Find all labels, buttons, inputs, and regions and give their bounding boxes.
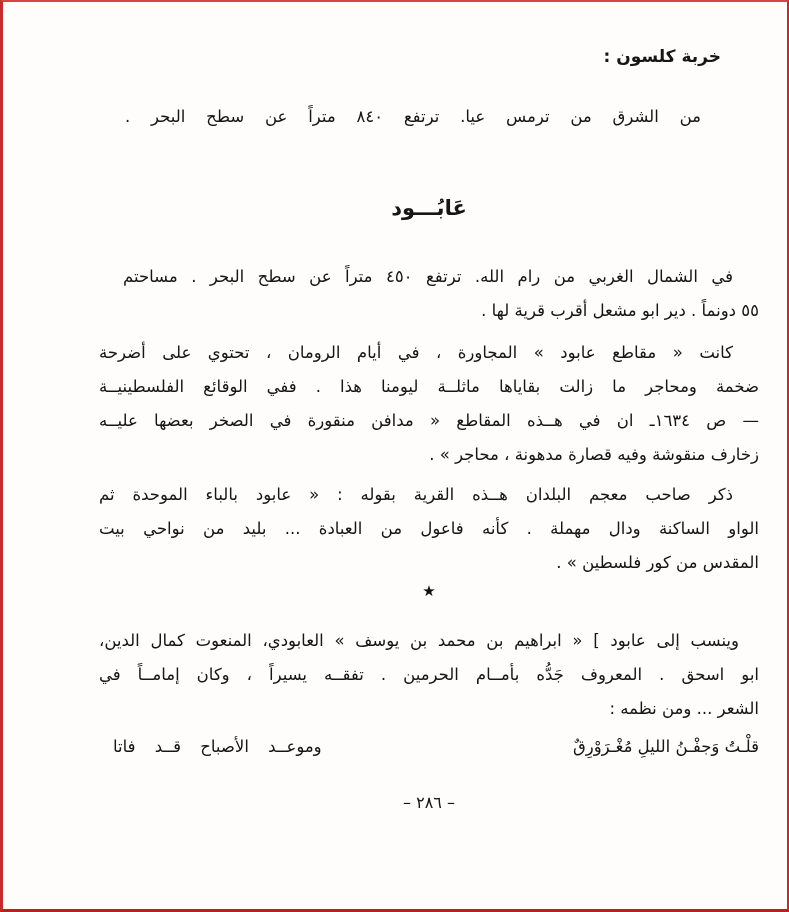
text-line: الواو الساكنة ودال مهملة . كأنه فاعول من العبادة ... بليد من نواحي بيت xyxy=(99,519,759,538)
verse-hemistich-left: وموعــد الأصباح قــد فاتا xyxy=(113,737,322,756)
verse-hemistich-right: قلْـتُ وَجفْـنُ الليلِ مُغْـرَوْرِقٌ xyxy=(572,737,759,756)
text-line: ذكر صاحب معجم البلدان هــذه القرية بقوله : « عابود بالباء الموحدة ثم xyxy=(99,485,733,504)
text-line: ضخمة ومحاجر ما زالت بقاياها ماثلــة ليومنا هذا . ففي الوقائع الفلسطينيــة xyxy=(99,377,759,396)
text-line: في الشمال الغربي من رام الله. ترتفع ٤٥٠ متراً عن سطح البحر . مساحتم xyxy=(123,267,733,286)
text-line: ٥٥ دونماً . دير ابو مشعل أقرب قرية لها . xyxy=(481,301,759,320)
page-content xyxy=(3,2,787,820)
abud-paragraph-abudi xyxy=(99,624,759,726)
khirbet-kalsun-body: من الشرق من ترمس عيا. ترتفع ٨٤٠ متراً عن سطح البحر . xyxy=(125,107,701,126)
text-line: الشعر ... ومن نظمه : xyxy=(609,699,759,718)
khirbet-kalsun-heading: خربة كلسون : xyxy=(603,47,721,67)
page-number: – ٢٨٦ – xyxy=(403,793,455,812)
abud-paragraph-quarries xyxy=(99,336,759,472)
poetry-verse xyxy=(99,734,759,760)
text-line: ابو اسحق . المعروف جَدُّه بأمــام الحرمين . تفقــه يسيراً ، وكان إمامــاً في xyxy=(99,665,759,684)
abud-paragraph-location xyxy=(99,260,759,328)
text-line: المقدس من كور فلسطين » . xyxy=(556,553,759,572)
abud-title: عَابُـــود xyxy=(391,196,467,220)
separator-star-icon: ★ xyxy=(422,582,436,600)
abud-paragraph-mujam xyxy=(99,478,759,580)
text-line: زخارف منقوشة وفيه قصارة مدهونة ، محاجر » . xyxy=(429,445,759,464)
text-line: وينسب إلى عابود ⁦[⁩ « ابراهيم بن محمد بن يوسف » العابودي، المنعوت كمال الدين، xyxy=(99,631,739,650)
text-line: — ص ١٦٣٤ـ ان في هــذه المقاطع « مدافن منقورة في الصخر بعضها عليــه xyxy=(99,411,759,430)
text-line: كانت « مقاطع عابود » المجاورة ، في أيام الرومان ، تحتوي على أضرحة xyxy=(99,343,733,362)
